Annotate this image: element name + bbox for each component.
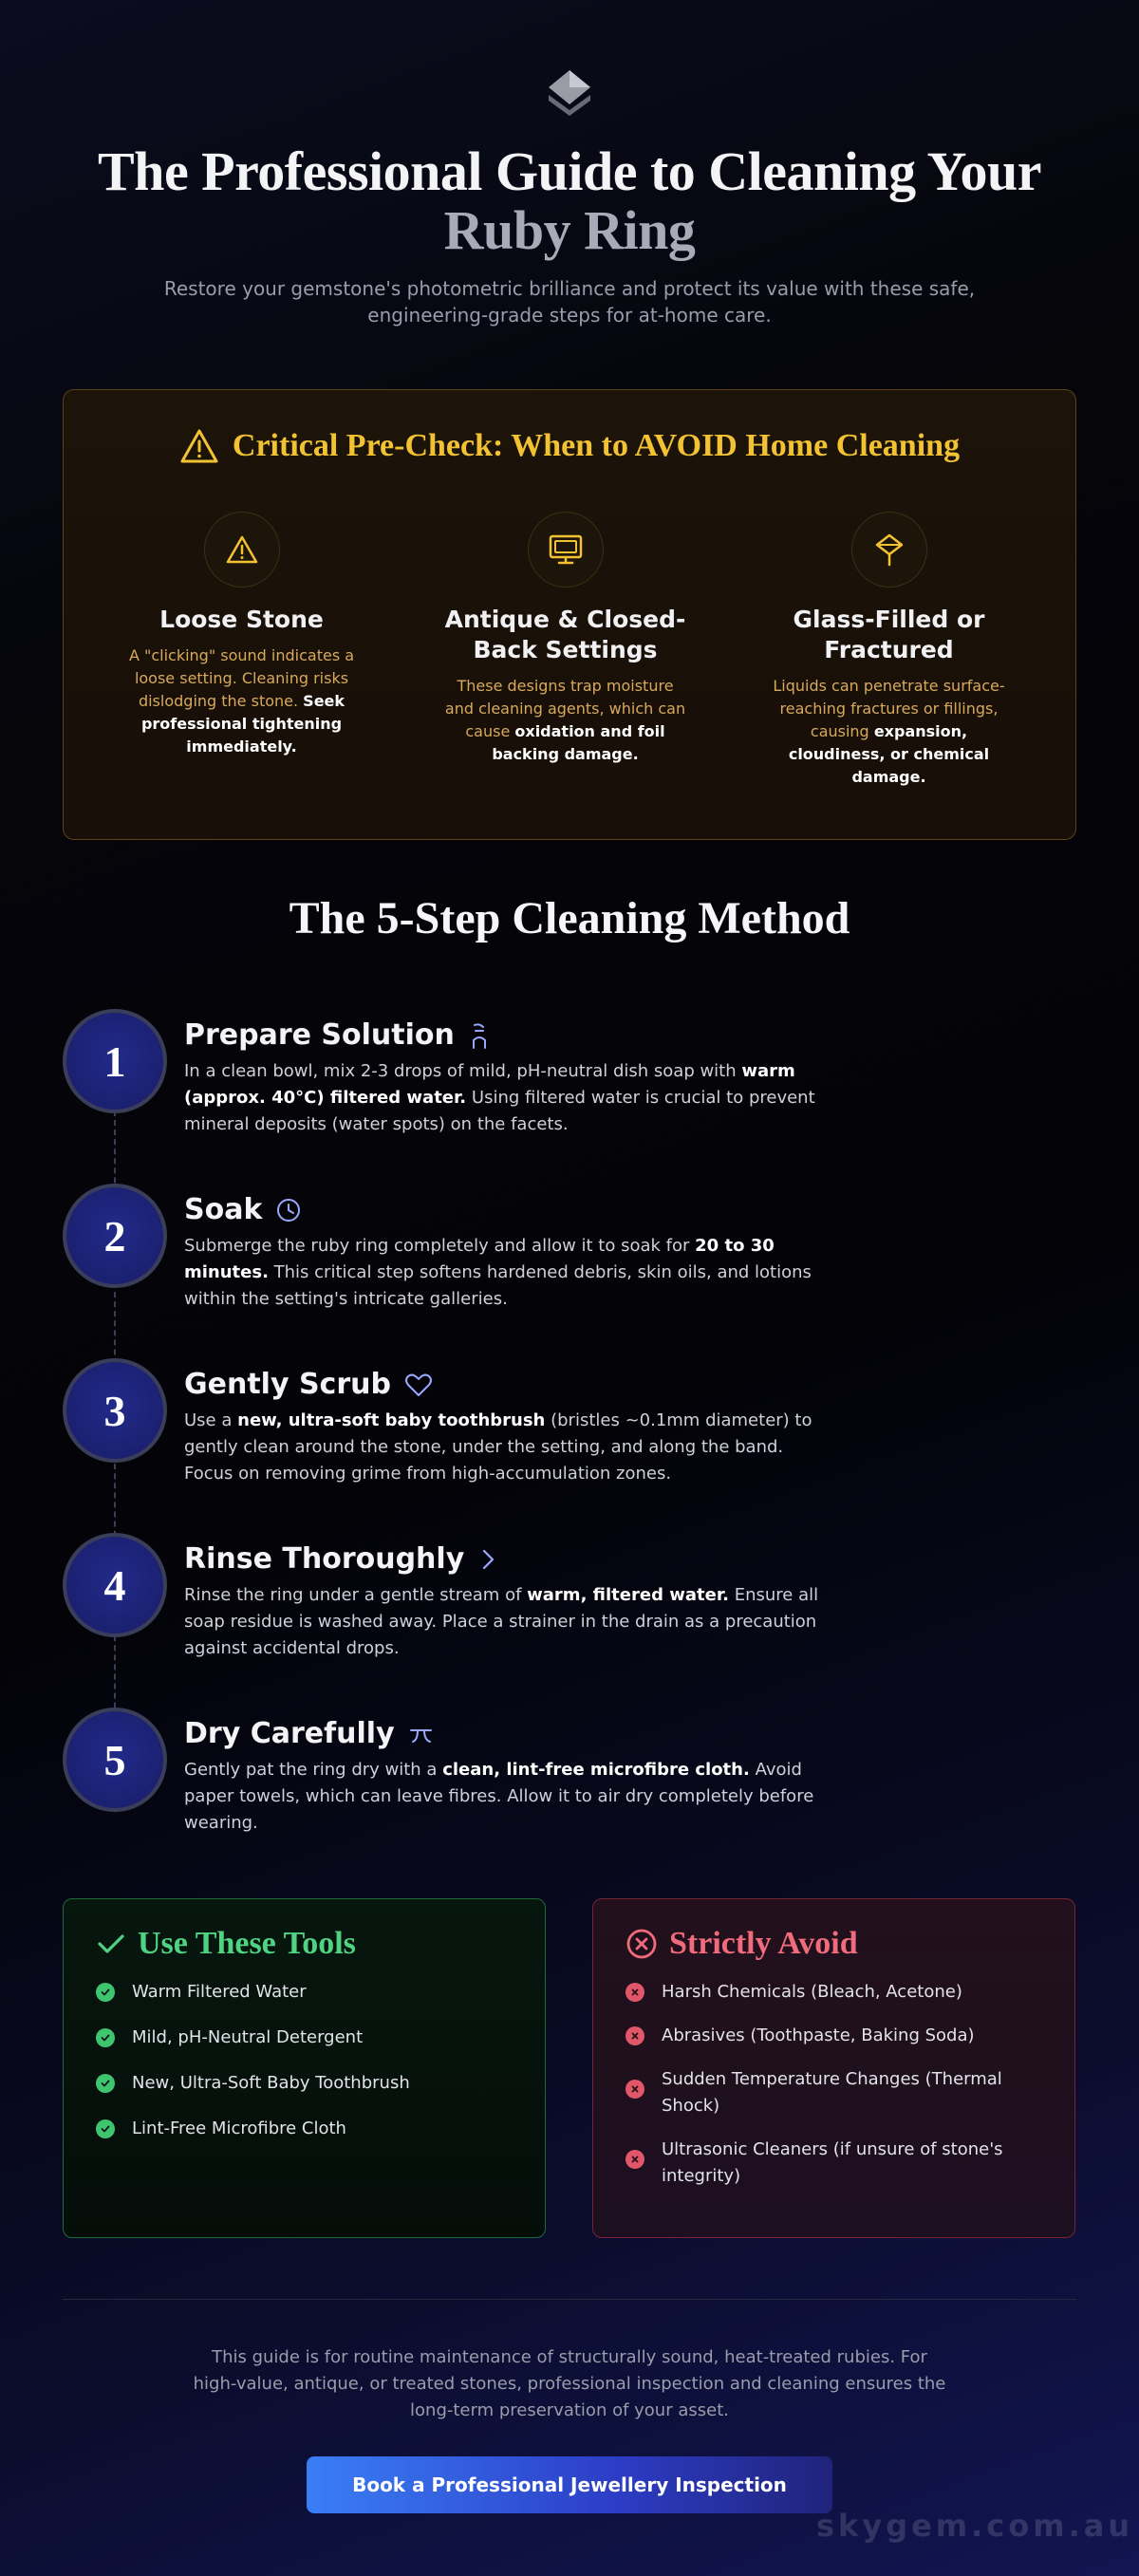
page-subtitle: Restore your gemstone's photometric brilliance and protect its value with these safe, engineering-grade steps for at-home care. [163, 277, 976, 327]
x-circle-icon [626, 2026, 644, 2045]
avoid-panel [592, 1898, 1075, 2238]
tools-list-item: Mild, pH-Neutral Detergent [96, 2025, 513, 2051]
step-title: Prepare Solution [184, 1018, 455, 1052]
tools-panel [63, 1898, 546, 2238]
heart-icon [404, 1372, 433, 1398]
page-title-line1: The Professional Guide to Cleaning Your [98, 140, 1041, 202]
avoid-list-item: Abrasives (Toothpaste, Baking Soda) [626, 2023, 1042, 2049]
method-title: The 5-Step Cleaning Method [289, 893, 850, 943]
step-title: Gently Scrub [184, 1368, 391, 1401]
precheck-item-title: Antique & Closed-Back Settings [444, 606, 686, 663]
step-number: 2 [63, 1184, 167, 1288]
step-number: 3 [63, 1358, 167, 1463]
logo-icon [543, 66, 596, 120]
book-inspection-button[interactable]: Book a Professional Jewellery Inspection [307, 2456, 832, 2513]
footer-divider [63, 2299, 1076, 2300]
precheck-item-title: Loose Stone [159, 606, 324, 633]
page-title-line2: Ruby Ring [443, 199, 696, 261]
step-number: 4 [63, 1533, 167, 1637]
step-number: 1 [63, 1009, 167, 1113]
step-title: Soak [184, 1193, 263, 1226]
droplet-icon [468, 1021, 491, 1050]
alert-triangle-icon [204, 512, 280, 588]
tools-list-item: Warm Filtered Water [96, 1979, 513, 2006]
step-body: Gently pat the ring dry with a clean, lint-free microfibre cloth. Avoid paper towels, which can leave fibres. Allow it to air dry completely before wearing. [184, 1760, 814, 1833]
warning-icon [179, 428, 219, 464]
x-circle-icon [626, 2080, 644, 2099]
tools-title: Use These Tools [138, 1926, 356, 1961]
step-title: Dry Carefully [184, 1717, 395, 1750]
precheck-item-body: A "clicking" sound indicates a loose setting. Cleaning risks dislodging the stone. Seek professional tightening immediately. [128, 646, 355, 756]
precheck-title: Critical Pre-Check: When to AVOID Home Cleaning [232, 428, 961, 463]
gem-icon [851, 512, 927, 588]
precheck-header [64, 428, 1075, 464]
tools-list-item: Lint-Free Microfibre Cloth [96, 2116, 513, 2142]
x-circle-icon [626, 1983, 644, 2002]
step-body: Use a new, ultra-soft baby toothbrush (bristles ~0.1mm diameter) to gently clean around the stone, under the setting, and along the band. Focus on removing grime from high-accumulation zones. [184, 1410, 812, 1484]
footer-disclaimer: This guide is for routine maintenance of structurally sound, heat-treated rubies. For high-value, antique, or treated stones, professional inspection and cleaning ensures the long-term preservation of your asset. [193, 2347, 946, 2420]
step-body: Submerge the ruby ring completely and allow it to soak for 20 to 30 minutes. This critical step softens hardened debris, skin oils, and lotions within the setting's intricate galleries. [184, 1236, 812, 1309]
site-watermark: skygem.com.au [816, 2508, 1134, 2544]
wind-icon [408, 1723, 435, 1745]
precheck-item-glass-filled [727, 512, 1051, 789]
avoid-list-item: Sudden Temperature Changes (Thermal Shock) [626, 2066, 1042, 2119]
precheck-item-title: Glass-Filled or Fractured [793, 606, 985, 663]
check-circle-icon [96, 2119, 115, 2138]
precheck-item-body: Liquids can penetrate surface-reaching fractures or fillings, causing expansion, cloudiness, or chemical damage. [773, 677, 1005, 786]
x-circle-icon [626, 2150, 644, 2169]
precheck-item-loose-stone [80, 512, 403, 789]
clock-icon [275, 1197, 302, 1223]
check-icon [96, 1931, 126, 1957]
step-body: In a clean bowl, mix 2-3 drops of mild, pH-neutral dish soap with warm (approx. 40°C) filtered water. Using filtered water is crucial to prevent mineral deposits (water spots) on the facets. [184, 1061, 815, 1134]
avoid-list-item: Harsh Chemicals (Bleach, Acetone) [626, 1979, 1042, 2006]
check-circle-icon [96, 2028, 115, 2047]
step-number: 5 [63, 1708, 167, 1812]
avoid-list-item: Ultrasonic Cleaners (if unsure of stone's integrity) [626, 2137, 1042, 2190]
step-title: Rinse Thoroughly [184, 1542, 465, 1576]
precheck-item-body: These designs trap moisture and cleaning agents, which can cause oxidation and foil backing damage. [444, 677, 686, 763]
avoid-title: Strictly Avoid [669, 1926, 858, 1961]
precheck-item-antique-settings [403, 512, 727, 789]
precheck-panel [63, 389, 1076, 840]
check-circle-icon [96, 2074, 115, 2093]
chevron-right-icon [477, 1546, 498, 1573]
x-circle-icon [626, 1928, 658, 1960]
check-circle-icon [96, 1983, 115, 2002]
tools-list-item: New, Ultra-Soft Baby Toothbrush [96, 2070, 513, 2097]
monitor-icon [528, 512, 604, 588]
page-title [57, 142, 1082, 260]
step-body: Rinse the ring under a gentle stream of warm, filtered water. Ensure all soap residue is washed away. Place a strainer in the drain as a precaution against accidental drops. [184, 1585, 819, 1658]
